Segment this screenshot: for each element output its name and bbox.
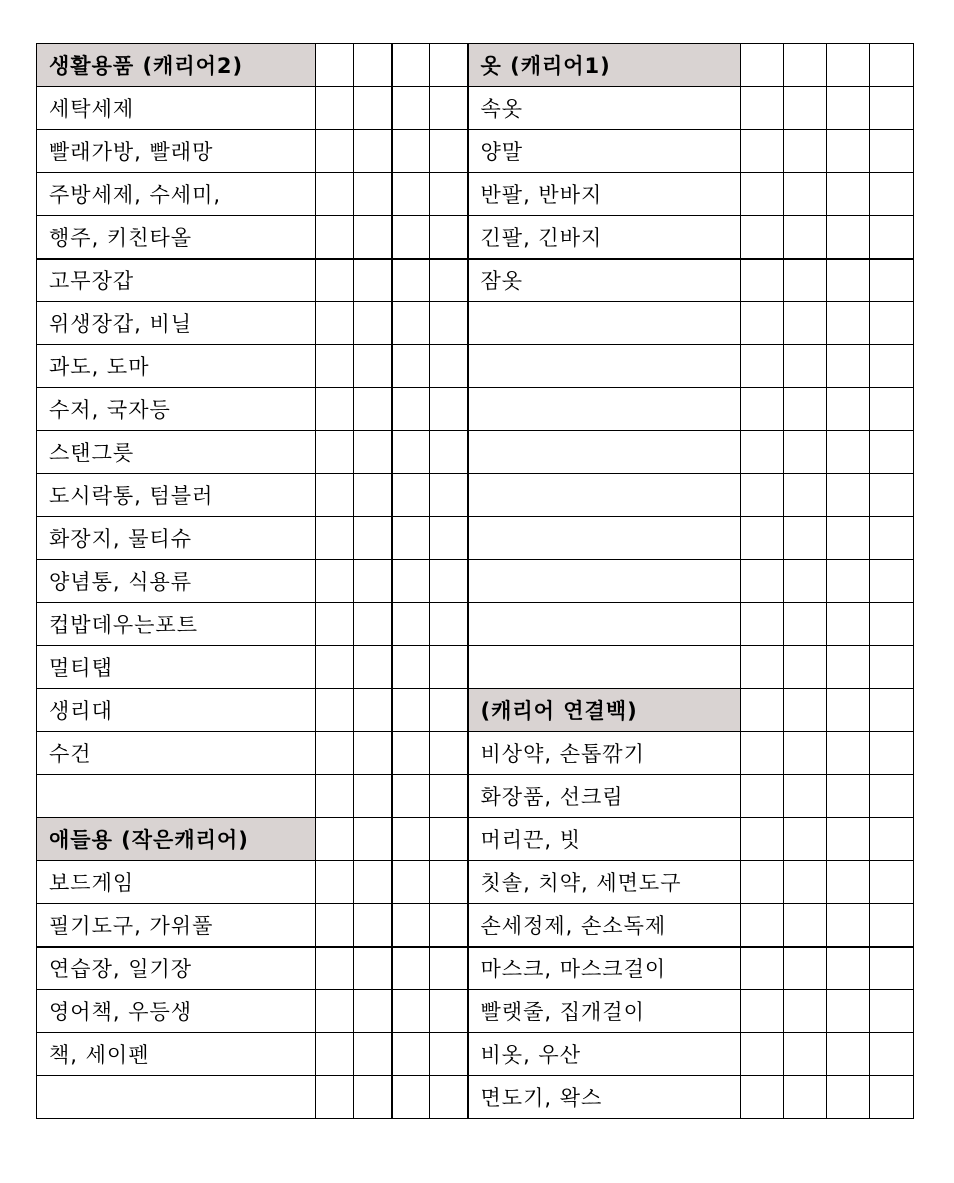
right-check-box[interactable] bbox=[741, 904, 784, 947]
right-check-box[interactable] bbox=[827, 302, 870, 345]
left-check-box[interactable] bbox=[316, 775, 354, 818]
right-check-box[interactable] bbox=[870, 130, 914, 173]
right-check-box[interactable] bbox=[827, 216, 870, 259]
right-check-box[interactable] bbox=[741, 990, 784, 1033]
left-check-box[interactable] bbox=[430, 689, 468, 732]
right-check-box[interactable] bbox=[827, 388, 870, 431]
right-check-box[interactable] bbox=[870, 216, 914, 259]
right-item bbox=[468, 302, 741, 345]
left-check-box[interactable] bbox=[316, 904, 354, 947]
table-row bbox=[37, 818, 914, 861]
right-item: 양말 bbox=[468, 130, 741, 173]
right-check-box[interactable] bbox=[784, 1076, 827, 1119]
left-check-box[interactable] bbox=[354, 1033, 392, 1076]
right-check-box[interactable] bbox=[741, 732, 784, 775]
left-check-box[interactable] bbox=[430, 990, 468, 1033]
right-item: 화장품, 선크림 bbox=[468, 775, 741, 818]
right-check-box[interactable] bbox=[784, 44, 827, 87]
left-check-box[interactable] bbox=[354, 302, 392, 345]
right-check-box[interactable] bbox=[741, 259, 784, 302]
table-row bbox=[37, 173, 914, 216]
left-check-box[interactable] bbox=[392, 689, 430, 732]
left-item: 주방세제, 수세미, bbox=[37, 173, 316, 216]
left-item: 고무장갑 bbox=[37, 259, 316, 302]
right-check-box[interactable] bbox=[784, 904, 827, 947]
right-check-box[interactable] bbox=[827, 603, 870, 646]
left-check-box[interactable] bbox=[316, 431, 354, 474]
left-item: 화장지, 물티슈 bbox=[37, 517, 316, 560]
left-item: 행주, 키친타올 bbox=[37, 216, 316, 259]
left-check-box[interactable] bbox=[392, 560, 430, 603]
right-check-box[interactable] bbox=[827, 259, 870, 302]
left-check-box[interactable] bbox=[430, 1076, 468, 1119]
left-check-box[interactable] bbox=[316, 259, 354, 302]
left-check-box[interactable] bbox=[392, 302, 430, 345]
right-check-box[interactable] bbox=[827, 947, 870, 990]
left-check-box[interactable] bbox=[354, 861, 392, 904]
right-check-box[interactable] bbox=[741, 861, 784, 904]
left-check-box[interactable] bbox=[354, 689, 392, 732]
right-check-box[interactable] bbox=[741, 130, 784, 173]
left-item: 위생장갑, 비닐 bbox=[37, 302, 316, 345]
left-item: 수건 bbox=[37, 732, 316, 775]
right-check-box[interactable] bbox=[784, 259, 827, 302]
right-check-box[interactable] bbox=[784, 861, 827, 904]
left-check-box[interactable] bbox=[354, 732, 392, 775]
left-check-box[interactable] bbox=[430, 904, 468, 947]
left-check-box[interactable] bbox=[392, 345, 430, 388]
right-check-box[interactable] bbox=[741, 689, 784, 732]
right-check-box[interactable] bbox=[870, 259, 914, 302]
right-check-box[interactable] bbox=[870, 818, 914, 861]
right-check-box[interactable] bbox=[827, 861, 870, 904]
left-check-box[interactable] bbox=[392, 431, 430, 474]
right-check-box[interactable] bbox=[870, 44, 914, 87]
right-check-box[interactable] bbox=[741, 345, 784, 388]
left-check-box[interactable] bbox=[316, 87, 354, 130]
right-item bbox=[468, 517, 741, 560]
right-section-title: 옷 (캐리어1) bbox=[468, 44, 741, 87]
right-check-box[interactable] bbox=[784, 560, 827, 603]
table-row bbox=[37, 560, 914, 603]
right-item bbox=[468, 345, 741, 388]
right-check-box[interactable] bbox=[784, 990, 827, 1033]
right-item: 비상약, 손톱깎기 bbox=[468, 732, 741, 775]
right-item: 긴팔, 긴바지 bbox=[468, 216, 741, 259]
right-check-box[interactable] bbox=[784, 87, 827, 130]
right-check-box[interactable] bbox=[741, 1076, 784, 1119]
right-check-box[interactable] bbox=[870, 861, 914, 904]
right-check-box[interactable] bbox=[827, 646, 870, 689]
right-check-box[interactable] bbox=[827, 990, 870, 1033]
right-check-box[interactable] bbox=[741, 560, 784, 603]
right-item bbox=[468, 474, 741, 517]
left-item: 과도, 도마 bbox=[37, 345, 316, 388]
left-check-box[interactable] bbox=[430, 44, 468, 87]
left-check-box[interactable] bbox=[430, 861, 468, 904]
right-check-box[interactable] bbox=[870, 904, 914, 947]
right-check-box[interactable] bbox=[827, 173, 870, 216]
right-check-box[interactable] bbox=[827, 904, 870, 947]
table-row bbox=[37, 732, 914, 775]
right-item: 속옷 bbox=[468, 87, 741, 130]
left-check-box[interactable] bbox=[430, 87, 468, 130]
right-check-box[interactable] bbox=[784, 775, 827, 818]
right-check-box[interactable] bbox=[827, 689, 870, 732]
left-check-box[interactable] bbox=[430, 345, 468, 388]
left-check-box[interactable] bbox=[316, 1033, 354, 1076]
right-check-box[interactable] bbox=[827, 775, 870, 818]
right-check-box[interactable] bbox=[870, 560, 914, 603]
table-row bbox=[37, 861, 914, 904]
left-check-box[interactable] bbox=[354, 904, 392, 947]
right-check-box[interactable] bbox=[784, 517, 827, 560]
right-check-box[interactable] bbox=[870, 173, 914, 216]
left-check-box[interactable] bbox=[392, 517, 430, 560]
table-row bbox=[37, 904, 914, 947]
left-check-box[interactable] bbox=[316, 302, 354, 345]
left-check-box[interactable] bbox=[354, 646, 392, 689]
right-check-box[interactable] bbox=[741, 388, 784, 431]
right-item: 머리끈, 빗 bbox=[468, 818, 741, 861]
left-check-box[interactable] bbox=[430, 603, 468, 646]
right-check-box[interactable] bbox=[870, 474, 914, 517]
left-check-box[interactable] bbox=[392, 388, 430, 431]
table-row bbox=[37, 517, 914, 560]
right-check-box[interactable] bbox=[870, 603, 914, 646]
left-check-box[interactable] bbox=[430, 474, 468, 517]
right-check-box[interactable] bbox=[870, 646, 914, 689]
right-check-box[interactable] bbox=[827, 87, 870, 130]
right-check-box[interactable] bbox=[741, 775, 784, 818]
left-check-box[interactable] bbox=[354, 560, 392, 603]
packing-checklist-table bbox=[36, 43, 914, 1119]
left-item: 컵밥데우는포트 bbox=[37, 603, 316, 646]
table-row bbox=[37, 1033, 914, 1076]
table-row bbox=[37, 44, 914, 87]
right-item: 마스크, 마스크걸이 bbox=[468, 947, 741, 990]
left-item: 보드게임 bbox=[37, 861, 316, 904]
left-check-box[interactable] bbox=[430, 130, 468, 173]
right-item bbox=[468, 603, 741, 646]
right-item: 손세정제, 손소독제 bbox=[468, 904, 741, 947]
right-check-box[interactable] bbox=[827, 818, 870, 861]
left-check-box[interactable] bbox=[354, 431, 392, 474]
right-check-box[interactable] bbox=[741, 1033, 784, 1076]
left-check-box[interactable] bbox=[316, 603, 354, 646]
left-section-title: 생활용품 (캐리어2) bbox=[37, 44, 316, 87]
right-item bbox=[468, 560, 741, 603]
right-check-box[interactable] bbox=[784, 646, 827, 689]
right-check-box[interactable] bbox=[784, 216, 827, 259]
left-check-box[interactable] bbox=[392, 474, 430, 517]
left-check-box[interactable] bbox=[430, 775, 468, 818]
right-check-box[interactable] bbox=[827, 130, 870, 173]
left-check-box[interactable] bbox=[392, 775, 430, 818]
right-check-box[interactable] bbox=[784, 388, 827, 431]
left-check-box[interactable] bbox=[392, 732, 430, 775]
right-check-box[interactable] bbox=[741, 603, 784, 646]
right-check-box[interactable] bbox=[784, 173, 827, 216]
table-row bbox=[37, 474, 914, 517]
right-check-box[interactable] bbox=[784, 302, 827, 345]
left-check-box[interactable] bbox=[316, 861, 354, 904]
left-check-box[interactable] bbox=[316, 990, 354, 1033]
left-check-box[interactable] bbox=[354, 44, 392, 87]
table-row bbox=[37, 947, 914, 990]
left-check-box[interactable] bbox=[430, 947, 468, 990]
right-check-box[interactable] bbox=[827, 345, 870, 388]
left-check-box[interactable] bbox=[316, 474, 354, 517]
table-row bbox=[37, 1076, 914, 1119]
right-check-box[interactable] bbox=[784, 345, 827, 388]
left-item: 빨래가방, 빨래망 bbox=[37, 130, 316, 173]
left-check-box[interactable] bbox=[430, 1033, 468, 1076]
table-row bbox=[37, 603, 914, 646]
left-item: 스탠그릇 bbox=[37, 431, 316, 474]
right-check-box[interactable] bbox=[870, 947, 914, 990]
left-check-box[interactable] bbox=[354, 259, 392, 302]
right-item: 빨랫줄, 집개걸이 bbox=[468, 990, 741, 1033]
left-check-box[interactable] bbox=[354, 474, 392, 517]
left-check-box[interactable] bbox=[392, 173, 430, 216]
right-item: 면도기, 왁스 bbox=[468, 1076, 741, 1119]
left-check-box[interactable] bbox=[316, 44, 354, 87]
left-section-title: 애들용 (작은캐리어) bbox=[37, 818, 316, 861]
left-check-box[interactable] bbox=[392, 646, 430, 689]
left-check-box[interactable] bbox=[354, 818, 392, 861]
right-section-title: (캐리어 연결백) bbox=[468, 689, 741, 732]
left-check-box[interactable] bbox=[354, 517, 392, 560]
left-check-box[interactable] bbox=[316, 732, 354, 775]
left-check-box[interactable] bbox=[392, 990, 430, 1033]
left-check-box[interactable] bbox=[316, 130, 354, 173]
left-check-box[interactable] bbox=[354, 87, 392, 130]
table-row bbox=[37, 689, 914, 732]
left-check-box[interactable] bbox=[316, 345, 354, 388]
table-row bbox=[37, 388, 914, 431]
table-row bbox=[37, 646, 914, 689]
left-check-box[interactable] bbox=[316, 646, 354, 689]
checklist-body bbox=[37, 44, 914, 1119]
left-check-box[interactable] bbox=[430, 216, 468, 259]
left-check-box[interactable] bbox=[354, 388, 392, 431]
left-check-box[interactable] bbox=[316, 689, 354, 732]
table-row bbox=[37, 87, 914, 130]
right-item: 칫솔, 치약, 세면도구 bbox=[468, 861, 741, 904]
left-check-box[interactable] bbox=[354, 1076, 392, 1119]
right-check-box[interactable] bbox=[827, 1076, 870, 1119]
left-check-box[interactable] bbox=[392, 861, 430, 904]
right-check-box[interactable] bbox=[827, 560, 870, 603]
right-check-box[interactable] bbox=[784, 689, 827, 732]
right-check-box[interactable] bbox=[741, 431, 784, 474]
left-check-box[interactable] bbox=[316, 517, 354, 560]
right-check-box[interactable] bbox=[784, 947, 827, 990]
left-item bbox=[37, 775, 316, 818]
right-check-box[interactable] bbox=[741, 646, 784, 689]
right-check-box[interactable] bbox=[827, 517, 870, 560]
left-check-box[interactable] bbox=[392, 44, 430, 87]
left-check-box[interactable] bbox=[316, 216, 354, 259]
right-check-box[interactable] bbox=[784, 732, 827, 775]
left-check-box[interactable] bbox=[392, 1076, 430, 1119]
left-check-box[interactable] bbox=[430, 302, 468, 345]
left-check-box[interactable] bbox=[430, 173, 468, 216]
right-check-box[interactable] bbox=[870, 732, 914, 775]
left-check-box[interactable] bbox=[430, 732, 468, 775]
left-check-box[interactable] bbox=[430, 818, 468, 861]
left-item: 연습장, 일기장 bbox=[37, 947, 316, 990]
right-check-box[interactable] bbox=[870, 689, 914, 732]
left-check-box[interactable] bbox=[354, 947, 392, 990]
left-check-box[interactable] bbox=[316, 560, 354, 603]
table-row bbox=[37, 990, 914, 1033]
left-item: 멀티탭 bbox=[37, 646, 316, 689]
left-check-box[interactable] bbox=[392, 87, 430, 130]
left-check-box[interactable] bbox=[316, 947, 354, 990]
right-check-box[interactable] bbox=[870, 1033, 914, 1076]
right-check-box[interactable] bbox=[870, 345, 914, 388]
left-item: 필기도구, 가위풀 bbox=[37, 904, 316, 947]
right-check-box[interactable] bbox=[870, 990, 914, 1033]
left-check-box[interactable] bbox=[354, 990, 392, 1033]
right-item bbox=[468, 388, 741, 431]
left-check-box[interactable] bbox=[392, 259, 430, 302]
right-check-box[interactable] bbox=[784, 474, 827, 517]
left-check-box[interactable] bbox=[392, 904, 430, 947]
table-row bbox=[37, 775, 914, 818]
right-check-box[interactable] bbox=[784, 130, 827, 173]
table-row bbox=[37, 345, 914, 388]
left-check-box[interactable] bbox=[430, 388, 468, 431]
left-check-box[interactable] bbox=[354, 173, 392, 216]
table-row bbox=[37, 302, 914, 345]
left-item: 생리대 bbox=[37, 689, 316, 732]
right-check-box[interactable] bbox=[827, 732, 870, 775]
right-check-box[interactable] bbox=[827, 1033, 870, 1076]
left-check-box[interactable] bbox=[392, 216, 430, 259]
right-check-box[interactable] bbox=[870, 1076, 914, 1119]
left-item: 양념통, 식용류 bbox=[37, 560, 316, 603]
left-check-box[interactable] bbox=[354, 603, 392, 646]
left-item bbox=[37, 1076, 316, 1119]
table-row bbox=[37, 130, 914, 173]
right-check-box[interactable] bbox=[784, 1033, 827, 1076]
right-item bbox=[468, 646, 741, 689]
left-check-box[interactable] bbox=[316, 818, 354, 861]
left-check-box[interactable] bbox=[392, 130, 430, 173]
right-check-box[interactable] bbox=[741, 474, 784, 517]
right-check-box[interactable] bbox=[741, 947, 784, 990]
right-check-box[interactable] bbox=[870, 431, 914, 474]
left-check-box[interactable] bbox=[392, 818, 430, 861]
left-check-box[interactable] bbox=[354, 130, 392, 173]
right-item bbox=[468, 431, 741, 474]
left-item: 책, 세이펜 bbox=[37, 1033, 316, 1076]
left-item: 수저, 국자등 bbox=[37, 388, 316, 431]
left-check-box[interactable] bbox=[354, 345, 392, 388]
right-check-box[interactable] bbox=[741, 818, 784, 861]
right-check-box[interactable] bbox=[784, 431, 827, 474]
left-item: 영어책, 우등생 bbox=[37, 990, 316, 1033]
right-check-box[interactable] bbox=[827, 431, 870, 474]
left-check-box[interactable] bbox=[392, 1033, 430, 1076]
left-check-box[interactable] bbox=[430, 560, 468, 603]
right-check-box[interactable] bbox=[870, 302, 914, 345]
left-item: 세탁세제 bbox=[37, 87, 316, 130]
table-row bbox=[37, 216, 914, 259]
right-check-box[interactable] bbox=[741, 517, 784, 560]
right-check-box[interactable] bbox=[827, 44, 870, 87]
right-item: 잠옷 bbox=[468, 259, 741, 302]
right-check-box[interactable] bbox=[870, 87, 914, 130]
right-check-box[interactable] bbox=[741, 302, 784, 345]
right-check-box[interactable] bbox=[827, 474, 870, 517]
right-check-box[interactable] bbox=[741, 44, 784, 87]
right-check-box[interactable] bbox=[784, 603, 827, 646]
left-check-box[interactable] bbox=[354, 775, 392, 818]
left-check-box[interactable] bbox=[392, 603, 430, 646]
right-check-box[interactable] bbox=[870, 775, 914, 818]
left-check-box[interactable] bbox=[430, 259, 468, 302]
right-item: 비옷, 우산 bbox=[468, 1033, 741, 1076]
left-item: 도시락통, 텀블러 bbox=[37, 474, 316, 517]
left-check-box[interactable] bbox=[430, 517, 468, 560]
right-check-box[interactable] bbox=[741, 216, 784, 259]
right-check-box[interactable] bbox=[870, 517, 914, 560]
right-check-box[interactable] bbox=[741, 173, 784, 216]
left-check-box[interactable] bbox=[316, 173, 354, 216]
right-item: 반팔, 반바지 bbox=[468, 173, 741, 216]
left-check-box[interactable] bbox=[430, 646, 468, 689]
right-check-box[interactable] bbox=[870, 388, 914, 431]
left-check-box[interactable] bbox=[316, 1076, 354, 1119]
right-check-box[interactable] bbox=[741, 87, 784, 130]
left-check-box[interactable] bbox=[354, 216, 392, 259]
left-check-box[interactable] bbox=[430, 431, 468, 474]
table-row bbox=[37, 431, 914, 474]
right-check-box[interactable] bbox=[784, 818, 827, 861]
table-row bbox=[37, 259, 914, 302]
left-check-box[interactable] bbox=[316, 388, 354, 431]
left-check-box[interactable] bbox=[392, 947, 430, 990]
